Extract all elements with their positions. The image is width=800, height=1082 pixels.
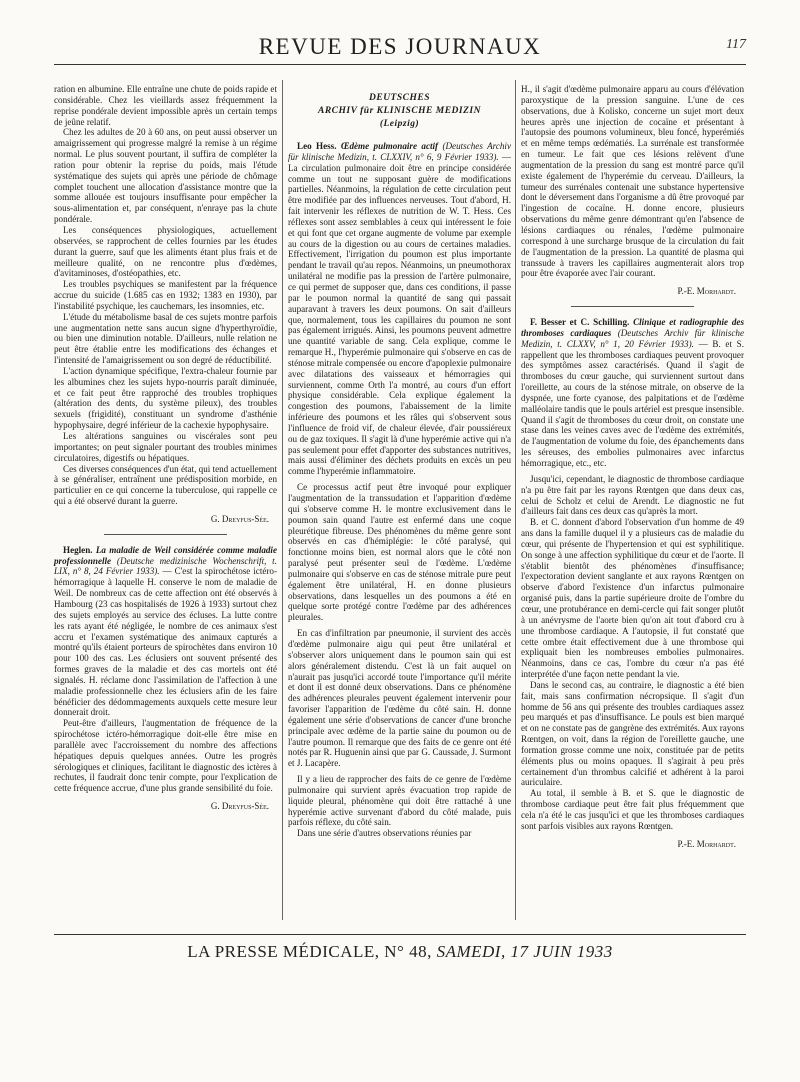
paragraph: Ces diverses conséquences d'un état, qui tend actuellement à se généraliser, entraînent une prédisposition morbide, en particulier en ce qui concerne la tuberculose, qui rappelle ce qui a été observé durant la guerre.: [54, 463, 277, 507]
paragraph: Au total, il semble à B. et S. que le diagnostic de thrombose cardiaque peut être fait plus fréquemment que cela n'a été le cas jusqu'ici et que les thromboses cardiaques sont parfois visibles aux rayons Rœntgen.: [521, 788, 744, 831]
paragraph: L'étude du métabolisme basal de ces sujets montre parfois une augmentation nette sans aucun signe d'hyperthyroïdie, ou bien une diminution notable. D'ailleurs, nulle relation ne peut être établie entre les modifications des échanges et l'intensité de l'amaigrissement ou son degré de réductibilité.: [54, 311, 277, 366]
section-heading-line: ARCHIV für KLINISCHE MEDIZIN: [318, 106, 481, 116]
paragraph: En cas d'infiltration par pneumonie, il survient des accès d'œdème pulmonaire aigu qui peut être unilatéral et s'observer alors uniquement dans le poumon sain qui est alors généralement distendu. C'est là un fait auquel on n'aurait pas jusqu'ici accordé toute l'importance qu'il mérite et dont il est donné deux observations. Dans ce phénomène des adhérences pleurales peuvent également intervenir pour favoriser l'apparition de l'œdème du côté sain. H. donne également une série d'observations de cancer d'une bronche principale avec œdème de la partie saine du poumon ou de l'autre poumon. Il remarque que des faits de ce genre ont été notés par R. Huguenin ainsi que par G. Caussade, J. Surmont et J. Lacapère.: [288, 628, 511, 769]
section-heading-line: DEUTSCHES: [369, 93, 430, 103]
page-footer: [54, 942, 746, 962]
paragraph: ration en albumine. Elle entraîne une chute de poids rapide et considérable. Chez les vieillards assez fréquemment la reprise pondérale devient impossible après un certain temps de jeûne relatif.: [54, 84, 277, 127]
paragraph: H., il s'agit d'œdème pulmonaire apparu au cours d'élévation paroxystique de la pression sanguine. L'une de ces observations, due à Kolisko, concerne un sujet mort deux heures après une injection de cocaïne et présentant à l'autopsie des poumons volumineux, bleu foncé, hyperémiés et en même temps œdématiés. La surrénale est transformée en tumeur. Le fait que ces lésions relèvent d'une augmentation de la pression du sang est montré parce qu'il existe également de l'hyperémie du cerveau. D'ailleurs, la tumeur des surrénales contenait une substance hypertensive dont le déversement dans l'organisme a dû être provoqué par l'ingestion de cocaïne. H. donne encore, plusieurs observations du même genre démontrant qu'en l'absence de lésions cardiaques ou rénales, l'œdème pulmonaire correspond à une surcharge brusque de la circulation du fait de l'augmentation de la pression. La quantité de plasma qui transsude à travers les capillaires augmenterait alors trop pour être évaporée avec l'air courant.: [521, 84, 744, 279]
separator-rule: [571, 306, 694, 307]
author-signature: G. Dreyfus-Sée.: [210, 801, 269, 812]
paragraph: Les altérations sanguines ou viscérales sont peu importantes; on peut signaler pourtant des troubles minimes circulatoires, digestifs ou hépatiques.: [54, 431, 277, 463]
section-heading-line: (Leipzig): [379, 119, 420, 129]
author-signature: P.-E. Morhardt.: [677, 838, 736, 849]
paragraph: Peut-être d'ailleurs, l'augmentation de fréquence de la spirochétose ictéro-hémorragique doit-elle être mise en parallèle avec l'accroissement du nombre des affections hépatiques depuis quelques années. Outre les progrès sérologiques et cliniques, facilitant le diagnostic des ictères à rechutes, il faudrait donc tenir compte, pour l'explication de cette fréquence accrue, d'une plus grande sensibilité du foie.: [54, 718, 277, 794]
paragraph: Dans une série d'autres observations réunies par: [297, 828, 472, 839]
separator-rule: [104, 534, 227, 535]
header-rule: [54, 64, 746, 65]
article-lead: [288, 141, 511, 477]
column-left: [54, 84, 277, 812]
article-citation: (Deutsche medizinische Wochenschrift, t. LIX, n° 8, 24 Février 1933).: [54, 555, 277, 577]
page-number: 117: [726, 37, 746, 52]
column-right: [521, 84, 744, 850]
paragraph: Ce processus actif peut être invoqué pour expliquer l'augmentation de la transsudation et l'apparition d'œdème qui s'observe comme H. le montre exclusivement dans le poumon sain quand l'autre est enfermé dans une coque pleurétique fibreuse. Des phénomènes du même genre sont observés en cas d'hémiplégie: le côté paralysé, qui fonctionne moins bien, est normal alors que le côté non paralysé peut présenter seul de l'œdème. L'œdème pulmonaire qui s'observe en cas de sténose mitrale pure peut également être unilatéral, H. en donne plusieurs observations, dans lesquelles un des poumons a été en quelque sorte protégé contre l'œdème par des adhérences pleurales.: [288, 482, 511, 623]
column-divider: [515, 80, 516, 920]
paragraph: Les conséquences physiologiques, actuellement observées, se rapprochent de celles fournies par les études durant la guerre, sauf que les aliments étant plus frais et de meilleure qualité, on ne rencontre plus d'œdèmes, d'avitaminoses, d'ostéopathies, etc.: [54, 224, 277, 279]
article-author: Leo Hess.: [297, 141, 337, 151]
issue-date: SAMEDI, 17 JUIN 1933: [436, 942, 613, 961]
paragraph: Il y a lieu de rapprocher des faits de ce genre de l'œdème pulmonaire qui survient après évacuation trop rapide de liquide pleural, phénomène qui doit être rattaché à une hyperémie active survenant d'abord du côté malade, puis parfois réflexe, du côté sain.: [288, 774, 511, 828]
article-title: Clinique et radiographie des thromboses cardiaques: [521, 317, 745, 338]
page-header: [54, 34, 746, 68]
article-text: — C'est la spirochétose ictéro-hémorragique à laquelle H. conserve le nom de maladie de Weil. De nombreux cas de cette affection ont été observés à Hambourg (23 cas hospitalisés de 1926 à 1933) surtout chez des sujets employés au service des écluses. La lutte contre les rats ayant été négligée, le nombre de ces animaux s'est accru et l'examen systématique des animaux capturés a montré qu'ils étaient porteurs de spirochètes dans environ 10 pour 100 des cas. Les éclusiers ont souvent présenté des formes graves de la maladie et des cas mortels ont été signalés. H. réclame donc l'assimilation de l'affection à une maladie professionnelle chez les éclusiers afin de les faire bénéficier des dédommagements auxquels cette mesure leur donnerait droit.: [54, 566, 278, 718]
article-citation: (Deutsches Archiv für klinische Medizin, t. CLXXV, n° 1, 20 Février 1933).: [521, 327, 744, 349]
article-text: — La circulation pulmonaire doit être en principe considérée comme un tout ne supposant guère de modifications partielles. Néanmoins, la régulation de cette circulation peut être modifiée par des influences nerveuses. Tout d'abord, H. fait intervenir les réflexes de nutrition de W. T. Hess. Ces réflexes sont assez semblables à ceux qui intéressent le foie et qui font que cet organe augmente de volume par exemple au cours de la digestion ou au cours de certaines maladies. Effectivement, l'irrigation du poumon est plus importante pendant le travail qu'au repos. Néanmoins, un pneumothorax unilatéral ne modifie pas la pression de l'artère pulmonaire, ce qui permet de supposer que, dans ces conditions, il passe par le poumon normal la quantité de sang qui passait auparavant à travers les deux poumons. On sait d'ailleurs que, normalement, tous les capillaires du poumon ne sont pas également irrigués. Ainsi, les poumons peuvent admettre une quantité variable de sang. Cela explique, comme le remarque H., l'hyperémie pulmonaire qui s'observe en cas de sténose mitrale compensée ou encore d'apoplexie pulmonaire avec dilatations des vaisseaux et hémorragies qui surviennent, comme Orth l'a montré, au cours d'un effort physique considérable. Cela explique également la congestion des poumons, l'abaissement de la limite inférieure des poumons et les râles qui s'observent sous l'influence de froid vif, de chaleur élevée, d'air poussiéreux ou de gaz toxiques. Il s'agit là d'une hyperémie active qui n'a pas seulement pour effet d'apporter des substances nutritives, mais aussi d'éliminer des déchets produits en excès un peu comme l'hyperémie inflammatoire.: [288, 151, 511, 477]
article-lead: [54, 545, 277, 719]
paragraph: Dans le second cas, au contraire, le diagnostic a été bien fait, mais sans confirmation nécropsique. Il s'agit d'un homme de 56 ans qui présente des troubles cardiaques assez peu marqués et pas d'insuffisance. Le pouls est bien marqué et on ne constate pas de gangrène des extrémités. Aux rayons Rœntgen, on voit, dans la région de l'oreillette gauche, une formation grosse comme une noix, constituée par de petits éléments plus ou moins opaques. Il s'agirait à peu près certainement d'un thrombus calcifié et adhérent à la paroi auriculaire.: [521, 679, 744, 788]
running-title: REVUE DES JOURNAUX: [258, 34, 542, 59]
author-signature: G. Dreyfus-Sée.: [210, 513, 269, 524]
article-author: F. Besser et C. Schilling.: [530, 317, 630, 328]
article-title: Œdème pulmonaire actif: [340, 141, 439, 151]
footer-rule: [54, 934, 746, 935]
column-middle: [288, 84, 511, 839]
article-citation: (Deutsches Archiv für klinische Medizin, t. CLXXIV, n° 6, 9 Février 1933).: [288, 141, 511, 162]
issue-number: N° 48,: [384, 942, 432, 961]
paragraph: Jusqu'ici, cependant, le diagnostic de thrombose cardiaque n'a pu être fait par les rayons Rœntgen que dans deux cas, celui de Scholz et celui de Arendt. Le diagnostic ne fut d'ailleurs fait dans ces deux cas qu'après la mort.: [521, 473, 744, 517]
article-title: La maladie de Weil considérée comme maladie professionnelle: [54, 544, 277, 566]
journal-name: LA PRESSE MÉDICALE,: [187, 942, 380, 961]
paragraph: Chez les adultes de 20 à 60 ans, on peut aussi observer un amaigrissement qui progresse malgré la remise à un régime normal. Le plus souvent pourtant, il suffira de compléter la ration pour obtenir la reprise du poids, mais l'étude systématique des sujets qui après une période de chômage complet touchent une allocation d'assistance montre que la somme allouée est toujours insuffisante pour empêcher la sous-alimentation et, par conséquent, n'enraye pas la chute pondérale.: [54, 127, 277, 225]
article-lead: [521, 317, 744, 469]
article-text: — B. et S. rappellent que les thromboses cardiaques peuvent provoquer des symptômes assez caractérisés. Quand il s'agit de thromboses du cœur gauche, qui surviennent surtout dans l'oreillette, au cours de la sténose mitrale, on observe de la dyspnée, une forte cyanose, des palpitations et de l'œdème malléolaire tandis que le pouls artériel est presque insensible. Quand il s'agit de thromboses du cœur droit, on constate une stase dans les veines caves avec de l'œdème des extrémités, de l'augmentation de volume du foie, des épanchements dans les séreuses, des embolies pulmonaires avec infarctus hémorragique, etc., etc.: [521, 338, 744, 468]
journal-section-heading: [288, 92, 511, 131]
paragraph: L'action dynamique spécifique, l'extra-chaleur fournie par les albumines chez les sujets hypo-nourris paraît diminuée, et ce fait peut être rapproché des troubles trophiques (altération des dents, du système pileux), des troubles sexuels (frigidité), constituant un syndrome d'asthénie hypophysaire, degré inférieur de la cachexie hypophysaire.: [54, 365, 277, 431]
paragraph: Les troubles psychiques se manifestent par la fréquence accrue du suicide (1.685 cas en 1932; 1383 en 1930), par l'instabilité psychique, les cauchemars, les insomnies, etc.: [54, 279, 277, 311]
author-signature: P.-E. Morhardt.: [677, 286, 736, 297]
column-divider: [282, 80, 283, 920]
paragraph: B. et C. donnent d'abord l'observation d'un homme de 49 ans dans la famille duquel il y a plusieurs cas de maladie du cœur, qui présente de l'hypertension et qui est syphilitique. On songe à une affection syphilitique du cœur et de l'aorte. Il s'établit bientôt des phénomènes d'insuffisance; l'expectoration devient sanglante et aux rayons Rœntgen on observe d'abord l'existence d'un infarctus pulmonaire organisé puis, dans la partie supérieure droite de l'ombre du cœur, une protubérance en demi-cercle qui fait songer plutôt à un anévrysme de l'aorte bien qu'on ait tout d'abord cru à une thrombose cardiaque. A l'autopsie, il fut constaté que cette ombre était effectivement due à une thrombose qui expliquait bien les nombreuses embolies pulmonaires. Néanmoins, dans ce cas, l'ombre du cœur n'a pas été interprétée d'une façon nette pendant la vie.: [521, 517, 744, 680]
article-author: Heglen.: [63, 544, 93, 555]
